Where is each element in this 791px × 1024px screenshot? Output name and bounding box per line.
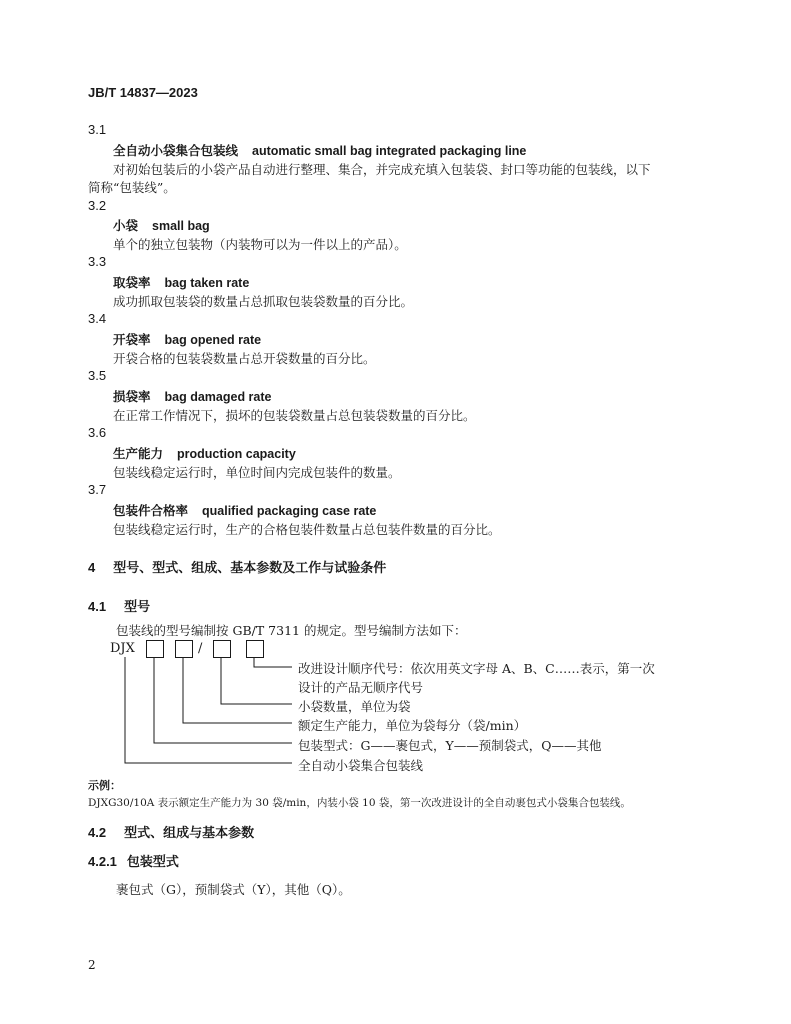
- code-label-packaging-type: 包装型式：G——裹包式，Y——预制袋式，Q——其他: [298, 738, 602, 753]
- section-title: 包装型式: [126, 854, 179, 869]
- example-title: 示例：: [88, 780, 121, 792]
- packaging-types-text: 裹包式（G），预制袋式（Y），其他（Q）。: [116, 882, 351, 897]
- term-number: 3.1: [88, 122, 107, 137]
- term-number: 3.6: [88, 425, 107, 440]
- document-header: JB/T 14837—2023: [88, 85, 198, 100]
- section-title: 型号、型式、组成、基本参数及工作与试验条件: [113, 560, 387, 575]
- term-definition: 成功抓取包装袋的数量占总抓取包装袋数量的百分比。: [113, 294, 414, 309]
- term-definition-continued: 简称“包装线”。: [88, 180, 176, 195]
- term-number: 3.7: [88, 482, 107, 497]
- term-definition: 在正常工作情况下，损坏的包装袋数量占总包装袋数量的百分比。: [113, 408, 476, 423]
- section-title: 型式、组成与基本参数: [124, 825, 255, 840]
- term-zh: 开袋率: [113, 333, 151, 347]
- term-definition: 对初始包装后的小袋产品自动进行整理、集合，并完成充填入包装袋、封口等功能的包装线，以下: [113, 162, 651, 177]
- leader-line-bag-quantity: [221, 657, 292, 704]
- leader-line-packaging-type: [154, 657, 292, 743]
- section-number: 4.2.1: [88, 854, 117, 869]
- example-text: DJXG30/10A 表示额定生产能力为 30 袋/min，内装小袋 10 袋，第一次改进设计的全自动裹包式小袋集合包装线。: [88, 797, 631, 809]
- term-zh: 包装件合格率: [113, 504, 189, 518]
- term-en: qualified packaging case rate: [202, 504, 377, 518]
- code-label-bag-quantity: 小袋数量，单位为袋: [298, 699, 411, 714]
- term-en: automatic small bag integrated packaging line: [252, 144, 527, 158]
- section-number: 4: [88, 560, 96, 575]
- term-number: 3.4: [88, 311, 107, 326]
- term-zh: 生产能力: [113, 447, 164, 461]
- section-title: 型号: [124, 599, 151, 614]
- term-definition: 单个的独立包装物（内装物可以为一件以上的产品）。: [113, 237, 407, 252]
- term-en: bag opened rate: [164, 333, 262, 347]
- term-number: 3.2: [88, 198, 107, 213]
- code-label-capacity: 额定生产能力，单位为袋每分（袋/min）: [298, 718, 527, 733]
- code-label-revision-continued: 设计的产品无顺序代号: [298, 680, 424, 695]
- term-en: small bag: [152, 219, 210, 233]
- leader-line-revision: [254, 657, 292, 667]
- term-en: bag damaged rate: [164, 390, 272, 404]
- model-code-prefix: DJX: [110, 641, 135, 656]
- term-number: 3.3: [88, 254, 107, 269]
- leader-line-prefix: [125, 657, 292, 763]
- code-slash: /: [198, 641, 203, 656]
- code-label-revision: 改进设计顺序代号：依次用英文字母 A、B、C……表示，第一次: [298, 661, 655, 676]
- section-number: 4.1: [88, 599, 107, 614]
- term-definition: 开袋合格的包装袋数量占总开袋数量的百分比。: [113, 351, 376, 366]
- term-zh: 全自动小袋集合包装线: [113, 144, 239, 158]
- subsection-heading: [88, 822, 254, 841]
- term-number: 3.5: [88, 368, 107, 383]
- term-en: production capacity: [177, 447, 296, 461]
- model-intro: 包装线的型号编制按 GB/T 7311 的规定。型号编制方法如下：: [116, 623, 467, 638]
- subsubsection-heading: [88, 851, 179, 870]
- term-en: bag taken rate: [164, 276, 250, 290]
- term-zh: 小袋: [113, 219, 139, 233]
- page-number: 2: [88, 958, 96, 972]
- term-definition: 包装线稳定运行时，生产的合格包装件数量占总包装件数量的百分比。: [113, 522, 501, 537]
- term-zh: 损袋率: [113, 390, 151, 404]
- section-number: 4.2: [88, 825, 107, 840]
- code-label-product: 全自动小袋集合包装线: [298, 758, 424, 773]
- term-zh: 取袋率: [113, 276, 151, 290]
- term-definition: 包装线稳定运行时，单位时间内完成包装件的数量。: [113, 465, 401, 480]
